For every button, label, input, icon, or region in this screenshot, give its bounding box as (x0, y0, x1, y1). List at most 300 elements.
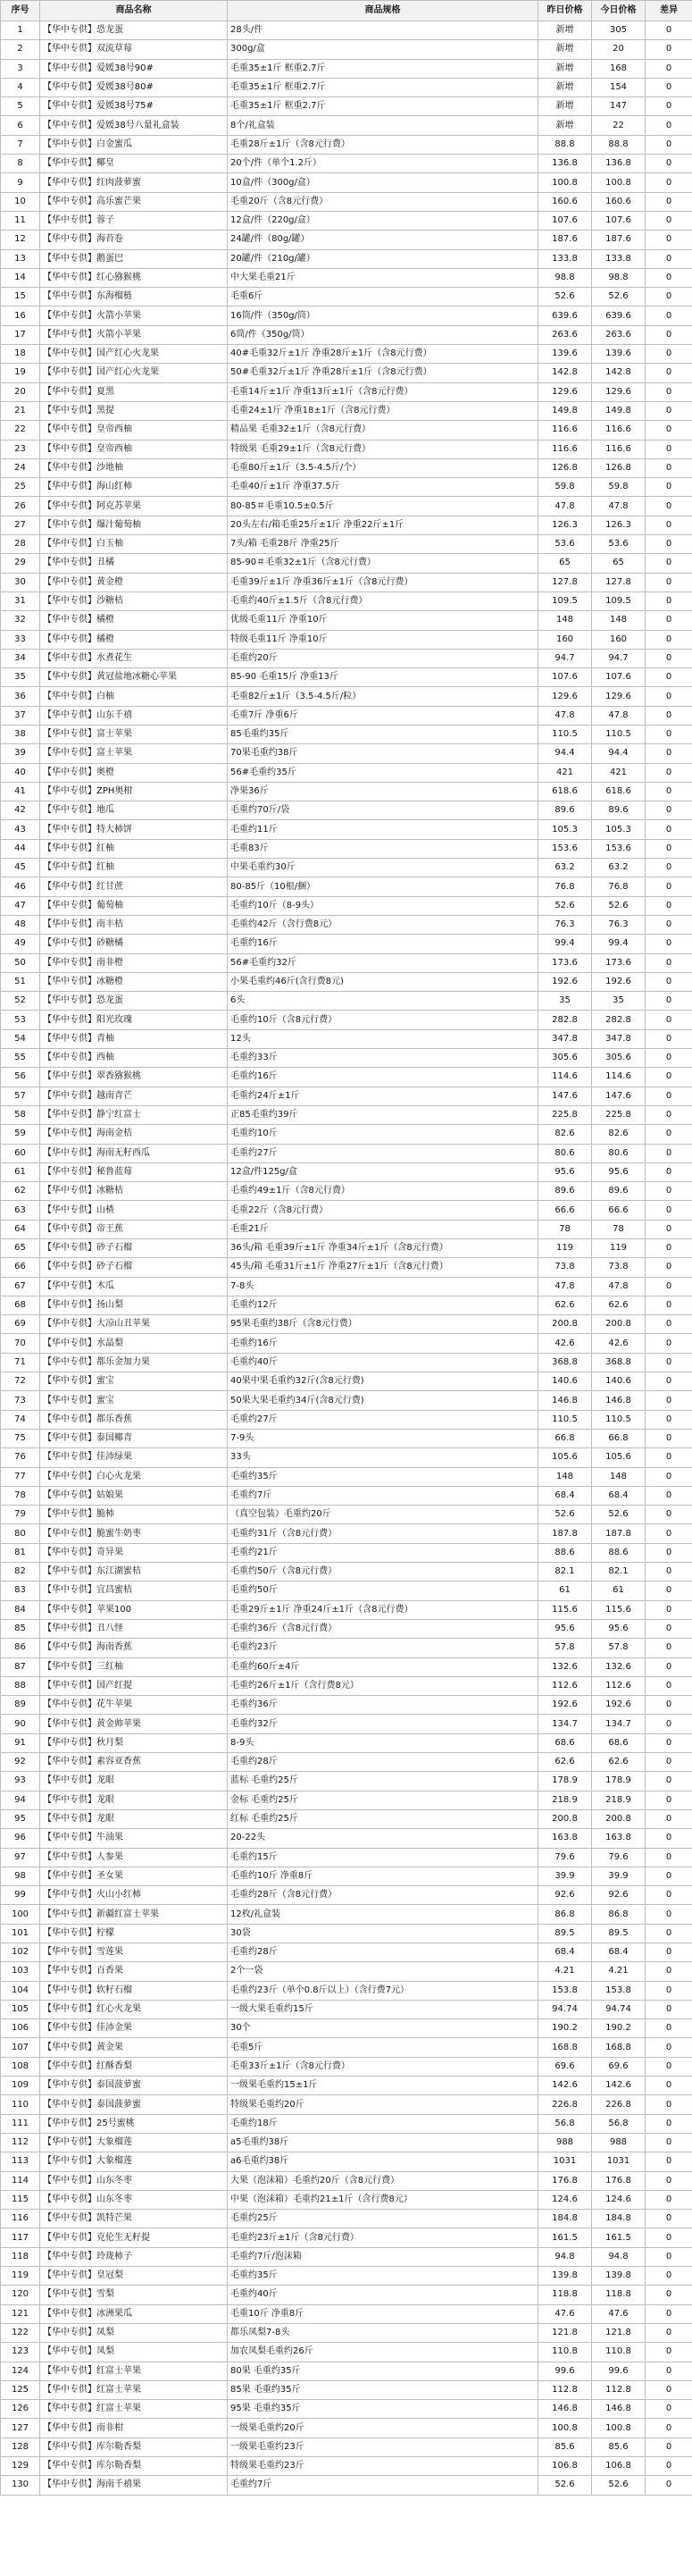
cell-difference: 0 (646, 1029, 692, 1048)
cell-difference: 0 (646, 1201, 692, 1220)
cell-seq: 118 (1, 2247, 40, 2266)
table-row (1, 1144, 692, 1162)
cell-product-name: 【华中专供】ZPH奥柑 (40, 782, 228, 801)
cell-difference: 0 (646, 497, 692, 516)
cell-product-name: 【华中专供】黄冠盐地冰糖心苹果 (40, 668, 228, 687)
table-row (1, 2343, 692, 2362)
table-row (1, 592, 692, 610)
cell-seq: 6 (1, 116, 40, 135)
cell-yesterday-price: 47.8 (538, 706, 592, 725)
cell-product-name: 【华中专供】佳沛绿果 (40, 1448, 228, 1467)
cell-seq: 121 (1, 2304, 40, 2323)
cell-yesterday-price: 100.8 (538, 173, 592, 192)
cell-seq: 113 (1, 2152, 40, 2171)
cell-product-name: 【华中专供】静宁红富士 (40, 1105, 228, 1124)
table-row (1, 2400, 692, 2419)
cell-seq: 27 (1, 516, 40, 534)
cell-today-price: 126.3 (592, 516, 646, 534)
cell-difference: 0 (646, 1772, 692, 1791)
cell-seq: 58 (1, 1105, 40, 1124)
cell-yesterday-price: 118.8 (538, 2286, 592, 2304)
table-row (1, 2077, 692, 2095)
cell-product-name: 【华中专供】椰皇 (40, 155, 228, 173)
cell-today-price: 116.6 (592, 440, 646, 458)
cell-today-price: 66.8 (592, 1429, 646, 1447)
table-row (1, 992, 692, 1011)
cell-today-price: 139.8 (592, 2267, 646, 2286)
cell-spec: 毛重约10斤（8-9头） (228, 896, 538, 915)
cell-spec: 小果毛重约46斤(含行费8元) (228, 972, 538, 991)
cell-product-name: 【华中专供】柠檬 (40, 1924, 228, 1942)
cell-seq: 28 (1, 535, 40, 554)
cell-yesterday-price: 89.5 (538, 1924, 592, 1942)
cell-seq: 122 (1, 2323, 40, 2342)
cell-spec: 毛重29斤±1斤 净重24斤±1斤（含8元行费） (228, 1600, 538, 1619)
cell-yesterday-price: 105.3 (538, 820, 592, 839)
cell-seq: 85 (1, 1619, 40, 1638)
cell-spec: 毛重约23斤 (228, 1639, 538, 1657)
cell-today-price: 95.6 (592, 1619, 646, 1638)
cell-difference: 0 (646, 1563, 692, 1582)
cell-difference: 0 (646, 2247, 692, 2266)
table-row (1, 1962, 692, 1981)
cell-today-price: 142.6 (592, 2077, 646, 2095)
table-row (1, 2380, 692, 2399)
cell-yesterday-price: 92.6 (538, 1886, 592, 1905)
cell-yesterday-price: 62.6 (538, 1753, 592, 1772)
table-row (1, 687, 692, 706)
cell-today-price: 161.5 (592, 2228, 646, 2247)
cell-yesterday-price: 98.8 (538, 268, 592, 287)
cell-seq: 108 (1, 2057, 40, 2076)
cell-product-name: 【华中专供】海苔卷 (40, 231, 228, 249)
cell-spec: 毛重约24斤±1斤 (228, 1087, 538, 1105)
cell-product-name: 【华中专供】凤梨 (40, 2343, 228, 2362)
table-row (1, 2476, 692, 2495)
table-row (1, 744, 692, 763)
cell-difference: 0 (646, 554, 692, 573)
cell-product-name: 【华中专供】软籽石榴 (40, 1981, 228, 2000)
cell-seq: 89 (1, 1696, 40, 1715)
table-row (1, 859, 692, 877)
table-row (1, 1201, 692, 1220)
cell-difference: 0 (646, 1258, 692, 1277)
cell-difference: 0 (646, 478, 692, 497)
table-row (1, 1372, 692, 1391)
cell-yesterday-price: 94.7 (538, 649, 592, 667)
cell-today-price: 53.6 (592, 535, 646, 554)
cell-product-name: 【华中专供】爆汁葡萄柚 (40, 516, 228, 534)
cell-today-price: 168 (592, 59, 646, 78)
cell-spec: 毛重约15斤 (228, 1848, 538, 1867)
cell-product-name: 【华中专供】黄金果 (40, 2038, 228, 2057)
table-row (1, 1924, 692, 1942)
cell-seq: 57 (1, 1087, 40, 1105)
cell-spec: 12盒/件125g/盒 (228, 1162, 538, 1181)
cell-yesterday-price: 42.6 (538, 1334, 592, 1353)
cell-yesterday-price: 178.9 (538, 1772, 592, 1791)
cell-seq: 105 (1, 2000, 40, 2018)
cell-seq: 46 (1, 877, 40, 896)
cell-yesterday-price: 99.6 (538, 2362, 592, 2380)
cell-product-name: 【华中专供】富士苹果 (40, 725, 228, 743)
cell-product-name: 【华中专供】素容亚香蕉 (40, 1753, 228, 1772)
cell-spec: 毛重约27斤 (228, 1144, 538, 1162)
cell-spec: 毛重约16斤 (228, 1334, 538, 1353)
table-row (1, 1087, 692, 1105)
cell-seq: 75 (1, 1429, 40, 1447)
cell-spec: 特级果毛重约23斤 (228, 2457, 538, 2476)
table-row (1, 440, 692, 458)
table-row (1, 516, 692, 534)
cell-difference: 0 (646, 2286, 692, 2304)
table-row (1, 630, 692, 649)
cell-yesterday-price: 82.6 (538, 1125, 592, 1144)
cell-seq: 10 (1, 192, 40, 211)
cell-spec: 毛重7斤 净重6斤 (228, 706, 538, 725)
cell-seq: 109 (1, 2077, 40, 2095)
cell-product-name: 【华中专供】恐龙蛋 (40, 21, 228, 40)
cell-spec: 300g/盒 (228, 40, 538, 59)
cell-seq: 116 (1, 2210, 40, 2228)
cell-difference: 0 (646, 1582, 692, 1600)
cell-product-name: 【华中专供】火箭小苹果 (40, 325, 228, 344)
cell-yesterday-price: 160.6 (538, 192, 592, 211)
cell-yesterday-price: 148 (538, 611, 592, 630)
cell-seq: 77 (1, 1467, 40, 1486)
cell-seq: 98 (1, 1867, 40, 1885)
cell-today-price: 22 (592, 116, 646, 135)
cell-seq: 91 (1, 1733, 40, 1752)
cell-product-name: 【华中专供】百香果 (40, 1962, 228, 1981)
cell-spec: 85-90 毛重15斤 净重13斤 (228, 668, 538, 687)
cell-today-price: 368.8 (592, 1353, 646, 1372)
table-row (1, 306, 692, 325)
cell-today-price: 47.6 (592, 2304, 646, 2323)
cell-spec: 毛重约28斤（含8元行费） (228, 1886, 538, 1905)
cell-seq: 82 (1, 1563, 40, 1582)
cell-spec: 85果 毛重约35斤 (228, 2380, 538, 2399)
table-row (1, 458, 692, 477)
cell-seq: 124 (1, 2362, 40, 2380)
cell-today-price: 105.3 (592, 820, 646, 839)
cell-product-name: 【华中专供】花牛苹果 (40, 1696, 228, 1715)
cell-today-price: 65 (592, 554, 646, 573)
cell-spec: 28头/件 (228, 21, 538, 40)
cell-seq: 100 (1, 1905, 40, 1924)
cell-seq: 74 (1, 1410, 40, 1429)
cell-product-name: 【华中专供】沙地柚 (40, 458, 228, 477)
cell-seq: 25 (1, 478, 40, 497)
table-row (1, 2323, 692, 2342)
cell-difference: 0 (646, 268, 692, 287)
cell-product-name: 【华中专供】富士苹果 (40, 744, 228, 763)
cell-yesterday-price: 94.74 (538, 2000, 592, 2018)
cell-today-price: 105.6 (592, 1448, 646, 1467)
cell-spec: 毛重20斤（含8元行费） (228, 192, 538, 211)
cell-today-price: 140.6 (592, 1372, 646, 1391)
cell-yesterday-price: 129.6 (538, 687, 592, 706)
cell-difference: 0 (646, 1429, 692, 1447)
table-row (1, 1049, 692, 1068)
cell-difference: 0 (646, 2000, 692, 2018)
cell-seq: 117 (1, 2228, 40, 2247)
cell-today-price: 106.8 (592, 2457, 646, 2476)
cell-product-name: 【华中专供】海山红柿 (40, 478, 228, 497)
cell-spec: 20头左右/箱毛重25斤±1斤 净重22斤±1斤 (228, 516, 538, 534)
cell-product-name: 【华中专供】爱媛38号90# (40, 59, 228, 78)
cell-product-name: 【华中专供】鹅蛋巴 (40, 249, 228, 268)
cell-difference: 0 (646, 2114, 692, 2133)
cell-spec: 6头 (228, 992, 538, 1011)
cell-today-price: 99.4 (592, 935, 646, 953)
cell-seq: 87 (1, 1657, 40, 1676)
cell-spec: 毛重约23斤±1斤（含8元行费） (228, 2228, 538, 2247)
table-row (1, 21, 692, 40)
cell-today-price: 61 (592, 1582, 646, 1600)
cell-today-price: 88.6 (592, 1543, 646, 1562)
cell-spec: 毛重35±1斤 框重2.7斤 (228, 97, 538, 116)
cell-difference: 0 (646, 135, 692, 154)
cell-difference: 0 (646, 2323, 692, 2342)
cell-today-price: 421 (592, 763, 646, 782)
cell-spec: 毛重82斤±1斤（3.5-4.5斤/粒） (228, 687, 538, 706)
cell-today-price: 118.8 (592, 2286, 646, 2304)
cell-product-name: 【华中专供】东海榴梿 (40, 288, 228, 306)
cell-spec: 特级毛重11斤 净重10斤 (228, 630, 538, 649)
cell-spec: 毛重约70斤/袋 (228, 801, 538, 820)
cell-product-name: 【华中专供】泰国菠萝蜜 (40, 2077, 228, 2095)
cell-product-name: 【华中专供】龙眼 (40, 1772, 228, 1791)
cell-spec: 毛重约10斤 净重8斤 (228, 1867, 538, 1885)
cell-difference: 0 (646, 2457, 692, 2476)
cell-seq: 16 (1, 306, 40, 325)
cell-spec: 12头 (228, 1029, 538, 1048)
cell-difference: 0 (646, 1334, 692, 1353)
table-row (1, 1029, 692, 1048)
cell-product-name: 【华中专供】红富士苹果 (40, 2380, 228, 2399)
cell-yesterday-price: 140.6 (538, 1372, 592, 1391)
cell-product-name: 【华中专供】帝王蕉 (40, 1220, 228, 1238)
cell-difference: 0 (646, 382, 692, 401)
cell-product-name: 【华中专供】红富士苹果 (40, 2362, 228, 2380)
cell-seq: 78 (1, 1486, 40, 1505)
cell-seq: 65 (1, 1239, 40, 1258)
cell-difference: 0 (646, 972, 692, 991)
table-row (1, 1543, 692, 1562)
cell-yesterday-price: 368.8 (538, 1353, 592, 1372)
cell-spec: 20罐/件（210g/罐） (228, 249, 538, 268)
cell-spec: 80果 毛重约35斤 (228, 2362, 538, 2380)
table-row (1, 801, 692, 820)
cell-yesterday-price: 105.6 (538, 1448, 592, 1467)
cell-difference: 0 (646, 2304, 692, 2323)
cell-product-name: 【华中专供】南丰桔 (40, 915, 228, 934)
cell-product-name: 【华中专供】海南金桔 (40, 1125, 228, 1144)
cell-spec: 16筒/件（350g/筒） (228, 306, 538, 325)
cell-seq: 12 (1, 231, 40, 249)
cell-today-price: 52.6 (592, 896, 646, 915)
cell-yesterday-price: 76.8 (538, 877, 592, 896)
cell-yesterday-price: 85.6 (538, 2438, 592, 2456)
cell-product-name: 【华中专供】南非橙 (40, 953, 228, 972)
cell-yesterday-price: 187.8 (538, 1524, 592, 1543)
cell-yesterday-price: 88.6 (538, 1543, 592, 1562)
cell-yesterday-price: 136.8 (538, 155, 592, 173)
cell-yesterday-price: 68.4 (538, 1942, 592, 1961)
cell-difference: 0 (646, 2019, 692, 2038)
table-row (1, 763, 692, 782)
cell-spec: （真空包装）毛重约20斤 (228, 1506, 538, 1524)
cell-today-price: 160 (592, 630, 646, 649)
cell-spec: 85毛重约35斤 (228, 725, 538, 743)
cell-today-price: 57.8 (592, 1639, 646, 1657)
cell-product-name: 【华中专供】海南香蕉 (40, 1639, 228, 1657)
cell-seq: 3 (1, 59, 40, 78)
cell-today-price: 639.6 (592, 306, 646, 325)
cell-seq: 96 (1, 1829, 40, 1848)
cell-today-price: 99.6 (592, 2362, 646, 2380)
cell-difference: 0 (646, 2133, 692, 2152)
cell-spec: 20-22头 (228, 1829, 538, 1848)
cell-difference: 0 (646, 573, 692, 592)
cell-spec: 毛重约10斤 (228, 1125, 538, 1144)
cell-product-name: 【华中专供】奇异果 (40, 1543, 228, 1562)
table-row (1, 1467, 692, 1486)
table-row (1, 1753, 692, 1772)
cell-spec: 一级果毛重约23斤 (228, 2438, 538, 2456)
cell-seq: 31 (1, 592, 40, 610)
cell-product-name: 【华中专供】大象榴莲 (40, 2133, 228, 2152)
cell-product-name: 【华中专供】橘橙 (40, 611, 228, 630)
cell-difference: 0 (646, 935, 692, 953)
cell-spec: 毛重约50斤（含8元行费） (228, 1563, 538, 1582)
cell-seq: 35 (1, 668, 40, 687)
cell-seq: 19 (1, 364, 40, 382)
cell-difference: 0 (646, 97, 692, 116)
cell-product-name: 【华中专供】国产红提 (40, 1676, 228, 1695)
cell-yesterday-price: 173.6 (538, 953, 592, 972)
cell-yesterday-price: 35 (538, 992, 592, 1011)
cell-today-price: 107.6 (592, 668, 646, 687)
cell-product-name: 【华中专供】沙糖桔 (40, 592, 228, 610)
cell-spec: 毛重约28斤 (228, 1942, 538, 1961)
cell-spec: 80-85＃毛重10.5±0.5斤 (228, 497, 538, 516)
cell-difference: 0 (646, 2400, 692, 2419)
cell-difference: 0 (646, 1486, 692, 1505)
cell-difference: 0 (646, 345, 692, 364)
cell-difference: 0 (646, 763, 692, 782)
cell-spec: 都乐凤梨7-8头 (228, 2323, 538, 2342)
cell-product-name: 【华中专供】黑提 (40, 401, 228, 420)
cell-yesterday-price: 47.6 (538, 2304, 592, 2323)
cell-product-name: 【华中专供】秋月梨 (40, 1733, 228, 1752)
cell-seq: 62 (1, 1182, 40, 1201)
cell-today-price: 80.6 (592, 1144, 646, 1162)
cell-today-price: 66.6 (592, 1201, 646, 1220)
cell-yesterday-price: 66.8 (538, 1429, 592, 1447)
table-row (1, 2095, 692, 2114)
cell-difference: 0 (646, 2438, 692, 2456)
cell-today-price: 86.8 (592, 1905, 646, 1924)
cell-spec: 56#毛重约32斤 (228, 953, 538, 972)
cell-seq: 60 (1, 1144, 40, 1162)
cell-yesterday-price: 95.6 (538, 1162, 592, 1181)
cell-difference: 0 (646, 1543, 692, 1562)
cell-spec: 30个 (228, 2019, 538, 2038)
cell-product-name: 【华中专供】西柚 (40, 1049, 228, 1068)
table-row (1, 1619, 692, 1638)
cell-yesterday-price: 639.6 (538, 306, 592, 325)
cell-spec: 50果大果毛重约34斤(含8元行费) (228, 1391, 538, 1410)
cell-seq: 76 (1, 1448, 40, 1467)
cell-spec: 毛重83斤 (228, 839, 538, 858)
cell-spec: 毛重约35斤 (228, 1467, 538, 1486)
cell-yesterday-price: 73.8 (538, 1258, 592, 1277)
table-row (1, 877, 692, 896)
table-row (1, 1905, 692, 1924)
cell-seq: 130 (1, 2476, 40, 2495)
cell-today-price: 68.4 (592, 1942, 646, 1961)
cell-seq: 90 (1, 1715, 40, 1733)
cell-difference: 0 (646, 1886, 692, 1905)
cell-difference: 0 (646, 2476, 692, 2495)
cell-today-price: 129.6 (592, 687, 646, 706)
cell-yesterday-price: 146.8 (538, 1391, 592, 1410)
table-row (1, 2247, 692, 2266)
cell-today-price: 168.8 (592, 2038, 646, 2057)
cell-spec: 30袋 (228, 1924, 538, 1942)
table-row (1, 173, 692, 192)
cell-seq: 81 (1, 1543, 40, 1562)
cell-yesterday-price: 56.8 (538, 2114, 592, 2133)
cell-product-name: 【华中专供】皇帝西柚 (40, 421, 228, 440)
table-row (1, 2000, 692, 2018)
cell-seq: 128 (1, 2438, 40, 2456)
cell-product-name: 【华中专供】大象榴莲 (40, 2152, 228, 2171)
cell-spec: 毛重约42斤（含行费8元） (228, 915, 538, 934)
cell-product-name: 【华中专供】新疆红富士苹果 (40, 1905, 228, 1924)
cell-yesterday-price: 39.9 (538, 1867, 592, 1885)
cell-yesterday-price: 114.6 (538, 1068, 592, 1087)
cell-today-price: 146.8 (592, 2400, 646, 2419)
cell-yesterday-price: 142.8 (538, 364, 592, 382)
cell-today-price: 47.8 (592, 497, 646, 516)
cell-product-name: 【华中专供】红心火龙果 (40, 2000, 228, 2018)
cell-product-name: 【华中专供】苹果100 (40, 1600, 228, 1619)
table-row (1, 1563, 692, 1582)
table-row (1, 839, 692, 858)
cell-yesterday-price: 129.6 (538, 382, 592, 401)
cell-product-name: 【华中专供】龙眼 (40, 1791, 228, 1809)
cell-product-name: 【华中专供】山东冬枣 (40, 2190, 228, 2209)
cell-yesterday-price: 57.8 (538, 1639, 592, 1657)
cell-seq: 9 (1, 173, 40, 192)
table-row (1, 325, 692, 344)
cell-difference: 0 (646, 1182, 692, 1201)
cell-difference: 0 (646, 21, 692, 40)
cell-yesterday-price: 52.6 (538, 288, 592, 306)
cell-today-price: 184.8 (592, 2210, 646, 2228)
cell-seq: 45 (1, 859, 40, 877)
cell-seq: 110 (1, 2095, 40, 2114)
table-row (1, 953, 692, 972)
cell-seq: 83 (1, 1582, 40, 1600)
table-row (1, 2457, 692, 2476)
cell-spec: 毛重约7斤 (228, 2476, 538, 2495)
cell-spec: 70果毛重约38斤 (228, 744, 538, 763)
cell-product-name: 【华中专供】龙眼 (40, 1809, 228, 1828)
